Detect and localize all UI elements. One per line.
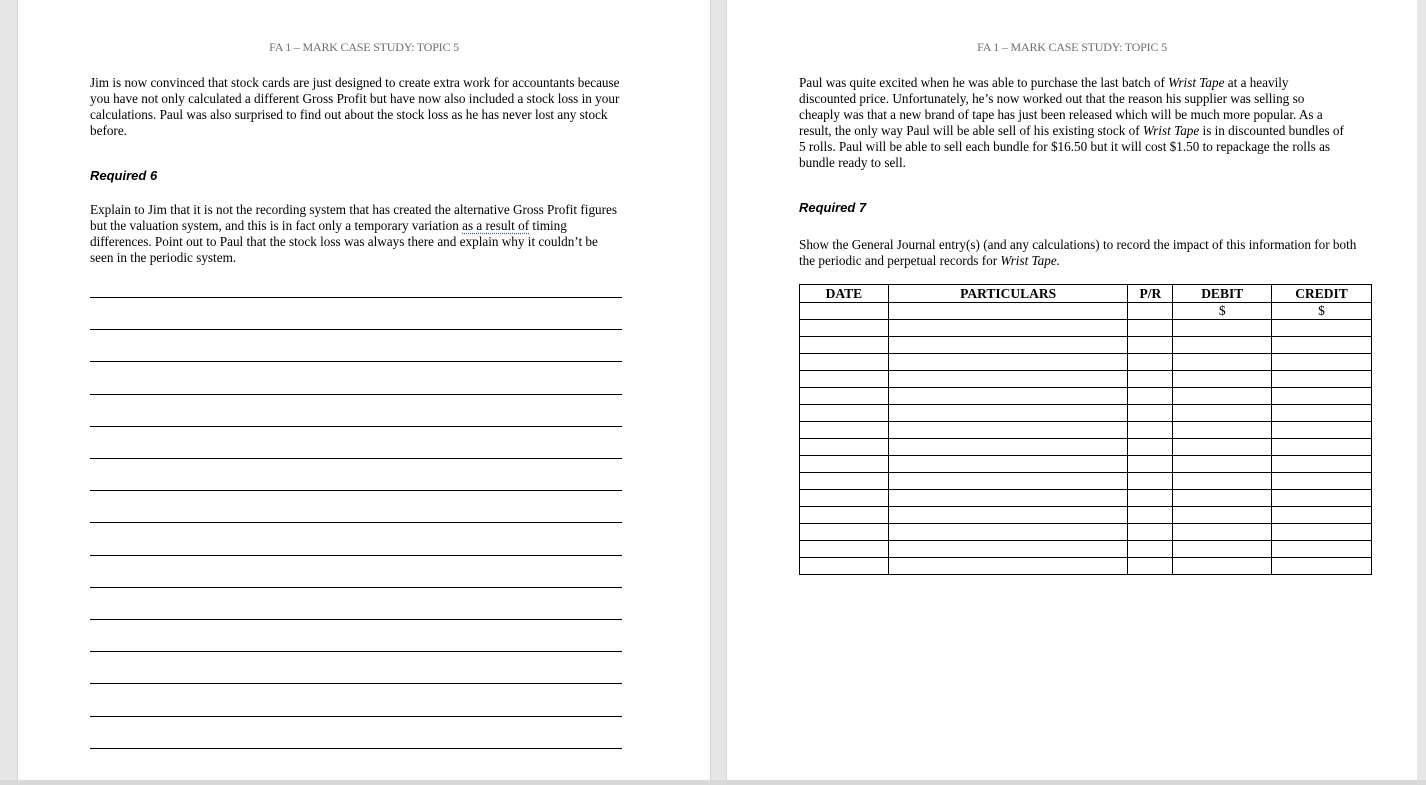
debit-cell[interactable]: [1173, 371, 1272, 388]
credit-cell[interactable]: [1272, 524, 1372, 541]
currency-row: [800, 303, 1372, 320]
answer-line[interactable]: [90, 490, 622, 491]
journal-row: [800, 422, 1372, 439]
product-name: Wrist Tape.: [1000, 253, 1060, 268]
grammar-flagged-phrase[interactable]: as a result of: [462, 218, 530, 233]
journal-row: [800, 507, 1372, 524]
journal-row: [800, 439, 1372, 456]
date-cell[interactable]: [800, 541, 889, 558]
date-cell[interactable]: [800, 371, 889, 388]
journal-row: [800, 473, 1372, 490]
credit-cell[interactable]: [1272, 456, 1372, 473]
intro-paragraph: Jim is now convinced that stock cards are just designed to create extra work for accountants because you have not only calculated a different Gross Profit but have now also included a stock loss in your calculations. Paul was also surprised to find out about the stock loss as he has never lost any stock before.: [90, 75, 620, 138]
instruction-text-1: Show the General Journal entry(s) (and any calculations) to record the impact of this information for both the periodic and perpetual records for: [799, 237, 1357, 268]
credit-cell[interactable]: [1272, 320, 1372, 337]
credit-cell[interactable]: [1272, 473, 1372, 490]
credit-cell[interactable]: [1272, 354, 1372, 371]
status-bar: [0, 780, 1426, 785]
credit-cell[interactable]: [1272, 439, 1372, 456]
pr-cell[interactable]: [1128, 405, 1173, 422]
instruction-paragraph: [90, 202, 618, 266]
answer-line[interactable]: [90, 619, 622, 620]
required-6-heading: Required 6: [90, 168, 158, 183]
product-name: Wrist Tape: [1142, 123, 1200, 138]
journal-row: [800, 490, 1372, 507]
debit-cell[interactable]: [1173, 507, 1272, 524]
document-page-right: [726, 0, 1417, 780]
date-cell[interactable]: [800, 558, 889, 575]
date-cell[interactable]: [800, 439, 889, 456]
particulars-cell[interactable]: [888, 422, 1128, 439]
pr-cell[interactable]: [1128, 371, 1173, 388]
particulars-cell[interactable]: [888, 473, 1128, 490]
general-journal-table: [799, 284, 1372, 575]
credit-cell[interactable]: [1272, 558, 1372, 575]
credit-cell[interactable]: [1272, 507, 1372, 524]
document-page-left: [17, 0, 711, 780]
journal-header-row: [800, 285, 1372, 303]
col-debit-header: DEBIT: [1173, 285, 1272, 303]
intro-paragraph: [799, 75, 1347, 171]
answer-line[interactable]: [90, 297, 622, 298]
journal-row: [800, 405, 1372, 422]
date-cell[interactable]: [800, 507, 889, 524]
answer-line[interactable]: [90, 329, 622, 330]
pr-cell[interactable]: [1128, 558, 1173, 575]
date-cell[interactable]: [800, 320, 889, 337]
date-cell[interactable]: [800, 337, 889, 354]
pr-cell[interactable]: [1128, 422, 1173, 439]
journal-row: [800, 354, 1372, 371]
date-cell[interactable]: [800, 456, 889, 473]
particulars-cell[interactable]: [888, 541, 1128, 558]
pr-cell[interactable]: [1128, 541, 1173, 558]
pr-cell[interactable]: [1128, 456, 1173, 473]
date-cell[interactable]: [800, 422, 889, 439]
intro-text-2: at a heavily discounted price. Unfortunately, he’s now worked out that the reason his supplier was selling so cheaply was that a new brand of tape has just been released which will be much more popular. As a result, the only way Paul will be able sell of his existing stock of: [799, 75, 1323, 138]
col-pr-header: P/R: [1128, 285, 1173, 303]
credit-currency: $: [1272, 303, 1372, 320]
particulars-cell[interactable]: [888, 388, 1128, 405]
intro-text-1: Paul was quite excited when he was able to purchase the last batch of: [799, 75, 1169, 90]
particulars-cell[interactable]: [888, 354, 1128, 371]
journal-row: [800, 558, 1372, 575]
answer-line[interactable]: [90, 394, 622, 395]
debit-cell[interactable]: [1173, 456, 1272, 473]
intro-text-3: is in discounted bundles of 5 rolls. Paul will be able to sell each bundle for $16.50 but it will cost $1.50 to repackage the rolls as bundle ready to sell.: [799, 123, 1344, 170]
col-particulars-header: PARTICULARS: [888, 285, 1128, 303]
product-name: Wrist Tape: [1168, 75, 1225, 90]
journal-row: [800, 524, 1372, 541]
required-7-heading: Required 7: [799, 200, 867, 215]
pr-cell[interactable]: [1128, 354, 1173, 371]
particulars-cell[interactable]: [888, 490, 1128, 507]
debit-currency: $: [1173, 303, 1272, 320]
debit-cell[interactable]: [1173, 405, 1272, 422]
instruction-paragraph: [799, 237, 1359, 269]
pr-cell[interactable]: [1128, 524, 1173, 541]
pr-cell[interactable]: [1128, 507, 1173, 524]
particulars-cell[interactable]: [888, 507, 1128, 524]
answer-line[interactable]: [90, 716, 622, 717]
page-header: FA 1 – MARK CASE STUDY: TOPIC 5: [269, 40, 459, 54]
particulars-cell[interactable]: [888, 371, 1128, 388]
answer-line[interactable]: [90, 651, 622, 652]
credit-cell[interactable]: [1272, 388, 1372, 405]
particulars-cell[interactable]: [888, 439, 1128, 456]
debit-cell[interactable]: [1173, 422, 1272, 439]
particulars-cell[interactable]: [888, 456, 1128, 473]
pr-cell[interactable]: [1128, 439, 1173, 456]
journal-row: [800, 541, 1372, 558]
answer-line[interactable]: [90, 426, 622, 427]
credit-cell[interactable]: [1272, 405, 1372, 422]
credit-cell[interactable]: [1272, 490, 1372, 507]
date-cell[interactable]: [800, 354, 889, 371]
debit-cell[interactable]: [1173, 490, 1272, 507]
debit-cell[interactable]: [1173, 541, 1272, 558]
instruction-text-2: timing differences. Point out to Paul that the stock loss was always there and explain why it couldn’t be seen in the periodic system.: [90, 218, 598, 265]
answer-line[interactable]: [90, 587, 622, 588]
pr-cell[interactable]: [1128, 337, 1173, 354]
journal-row: [800, 371, 1372, 388]
debit-cell[interactable]: [1173, 320, 1272, 337]
particulars-cell[interactable]: [888, 337, 1128, 354]
journal-row: [800, 320, 1372, 337]
date-cell[interactable]: [800, 388, 889, 405]
answer-line[interactable]: [90, 522, 622, 523]
pr-cell[interactable]: [1128, 320, 1173, 337]
credit-cell[interactable]: [1272, 337, 1372, 354]
pr-cell[interactable]: [1128, 490, 1173, 507]
debit-cell[interactable]: [1173, 524, 1272, 541]
pr-cell[interactable]: [1128, 473, 1173, 490]
instruction-text-1: Explain to Jim that it is not the recording system that has created the alternative Gross Profit figures but the valuation system, and this is in fact only a temporary variation: [90, 202, 618, 233]
answer-line[interactable]: [90, 555, 622, 556]
journal-row: [800, 388, 1372, 405]
answer-line[interactable]: [90, 458, 622, 459]
particulars-cell[interactable]: [888, 303, 1128, 320]
col-credit-header: CREDIT: [1272, 285, 1372, 303]
debit-cell[interactable]: [1173, 337, 1272, 354]
particulars-cell[interactable]: [888, 558, 1128, 575]
journal-row: [800, 337, 1372, 354]
date-cell[interactable]: [800, 473, 889, 490]
page-header: FA 1 – MARK CASE STUDY: TOPIC 5: [977, 40, 1167, 54]
credit-cell[interactable]: [1272, 541, 1372, 558]
journal-row: [800, 456, 1372, 473]
debit-cell[interactable]: [1173, 439, 1272, 456]
col-date-header: DATE: [800, 285, 889, 303]
debit-cell[interactable]: [1173, 354, 1272, 371]
debit-cell[interactable]: [1173, 473, 1272, 490]
pr-cell[interactable]: [1128, 303, 1173, 320]
debit-cell[interactable]: [1173, 558, 1272, 575]
date-cell[interactable]: [800, 303, 889, 320]
date-cell[interactable]: [800, 405, 889, 422]
debit-cell[interactable]: [1173, 388, 1272, 405]
credit-cell[interactable]: [1272, 371, 1372, 388]
answer-line[interactable]: [90, 748, 622, 749]
particulars-cell[interactable]: [888, 405, 1128, 422]
particulars-cell[interactable]: [888, 524, 1128, 541]
answer-line[interactable]: [90, 683, 622, 684]
pr-cell[interactable]: [1128, 388, 1173, 405]
credit-cell[interactable]: [1272, 422, 1372, 439]
date-cell[interactable]: [800, 524, 889, 541]
answer-line[interactable]: [90, 361, 622, 362]
particulars-cell[interactable]: [888, 320, 1128, 337]
date-cell[interactable]: [800, 490, 889, 507]
